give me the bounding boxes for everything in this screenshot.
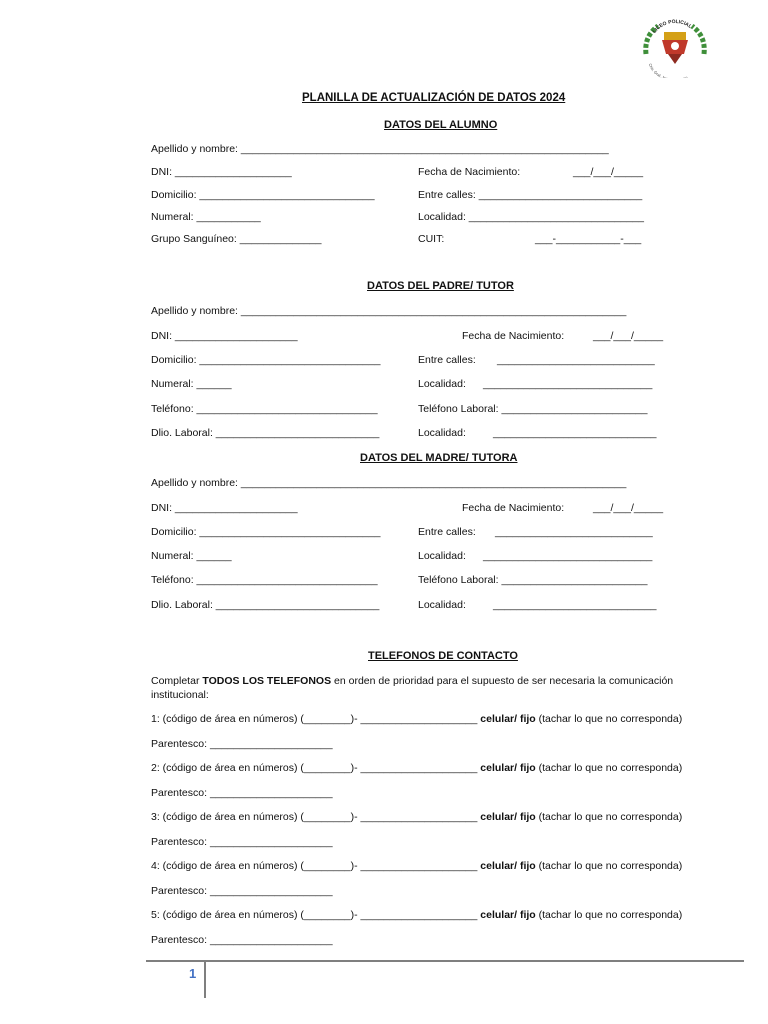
padre-fecha-label: Fecha de Nacimiento: <box>462 330 565 342</box>
padre-localidad2-field[interactable]: ____________________________ <box>493 427 657 439</box>
intro-text-post: en orden de prioridad para el supuesto de ser necesaria la comunicación institucional: <box>151 675 674 701</box>
page-number: 1 <box>189 966 197 981</box>
intro-text-pre: Completar <box>151 675 203 687</box>
padre-entre-calles-label: Entre calles: <box>418 354 476 366</box>
section-heading-alumno: DATOS DEL ALUMNO <box>384 119 498 131</box>
madre-dni-field[interactable]: DNI: _____________________ <box>151 502 298 514</box>
madre-entre-calles-label: Entre calles: <box>418 526 476 538</box>
liceo-policial-crest-icon <box>640 18 710 78</box>
madre-entre-calles-field[interactable]: ___________________________ <box>495 526 653 538</box>
alumno-cuit-field[interactable]: ___-___________-___ <box>535 233 642 245</box>
madre-fecha-label: Fecha de Nacimiento: <box>462 502 565 514</box>
section-heading-madre: DATOS DEL MADRE/ TUTORA <box>360 452 518 464</box>
logo-arc-top: LICEO POLICIAL <box>651 18 693 35</box>
alumno-fecha-label: Fecha de Nacimiento: <box>418 166 521 178</box>
document-title: PLANILLA DE ACTUALIZACIÓN DE DATOS 2024 <box>302 92 566 104</box>
madre-telefono-laboral-field[interactable]: Teléfono Laboral: _________________________ <box>418 574 648 586</box>
padre-apellido-field[interactable]: Apellido y nombre: __________________________________________________________________ <box>151 305 627 317</box>
alumno-fecha-field[interactable]: ___/___/_____ <box>573 166 644 178</box>
madre-domicilio-field[interactable]: Domicilio: _______________________________ <box>151 526 381 538</box>
padre-domicilio-field[interactable]: Domicilio: _______________________________ <box>151 354 381 366</box>
madre-numeral-field[interactable]: Numeral: ______ <box>151 550 232 562</box>
padre-numeral-field[interactable]: Numeral: ______ <box>151 378 232 390</box>
padre-dlio-laboral-field[interactable]: Dlio. Laboral: ____________________________ <box>151 427 380 439</box>
footer-vertical-divider <box>204 962 206 998</box>
contacto-2-parentesco-field[interactable]: Parentesco: _____________________ <box>151 787 333 799</box>
padre-localidad2-label: Localidad: <box>418 427 466 439</box>
alumno-numeral-field[interactable]: Numeral: ___________ <box>151 211 261 223</box>
padre-localidad-field[interactable]: _____________________________ <box>483 378 653 390</box>
padre-localidad-label: Localidad: <box>418 378 466 390</box>
footer-divider <box>146 960 744 962</box>
madre-dlio-laboral-field[interactable]: Dlio. Laboral: ____________________________ <box>151 599 380 611</box>
alumno-localidad-field[interactable]: Localidad: ______________________________ <box>418 211 644 223</box>
logo-arc-bottom: Crio. Gral. Jo o <box>647 62 689 78</box>
contactos-intro <box>151 675 721 702</box>
padre-telefono-laboral-field[interactable]: Teléfono Laboral: _________________________ <box>418 403 648 415</box>
alumno-entre-calles-field[interactable]: Entre calles: ____________________________ <box>418 189 643 201</box>
madre-localidad-field[interactable]: _____________________________ <box>483 550 653 562</box>
contacto-5-parentesco-field[interactable]: Parentesco: _____________________ <box>151 934 333 946</box>
contacto-2-line[interactable]: 2: (código de área en números) (________)- ____________________ celular/ fijo (tachar lo que no corresponda) <box>151 762 683 774</box>
madre-localidad2-field[interactable]: ____________________________ <box>493 599 657 611</box>
alumno-domicilio-field[interactable]: Domicilio: ______________________________ <box>151 189 375 201</box>
alumno-cuit-label: CUIT: <box>418 233 445 245</box>
contacto-3-line[interactable]: 3: (código de área en números) (________)- ____________________ celular/ fijo (tachar lo que no corresponda) <box>151 811 683 823</box>
contacto-3-parentesco-field[interactable]: Parentesco: _____________________ <box>151 836 333 848</box>
madre-localidad2-label: Localidad: <box>418 599 466 611</box>
alumno-grupo-sanguineo-field[interactable]: Grupo Sanguíneo: ______________ <box>151 233 322 245</box>
contacto-1-parentesco-field[interactable]: Parentesco: _____________________ <box>151 738 333 750</box>
section-heading-padre: DATOS DEL PADRE/ TUTOR <box>367 280 514 292</box>
madre-fecha-field[interactable]: ___/___/_____ <box>593 502 664 514</box>
alumno-apellido-field[interactable]: Apellido y nombre: _______________________________________________________________ <box>151 143 609 155</box>
intro-text-bold: TODOS LOS TELEFONOS <box>202 675 332 687</box>
padre-fecha-field[interactable]: ___/___/_____ <box>593 330 664 342</box>
madre-telefono-field[interactable]: Teléfono: _______________________________ <box>151 574 378 586</box>
madre-apellido-field[interactable]: Apellido y nombre: __________________________________________________________________ <box>151 477 627 489</box>
contacto-4-line[interactable]: 4: (código de área en números) (________)- ____________________ celular/ fijo (tachar lo que no corresponda) <box>151 860 683 872</box>
padre-telefono-field[interactable]: Teléfono: _______________________________ <box>151 403 378 415</box>
contacto-5-line[interactable]: 5: (código de área en números) (________)- ____________________ celular/ fijo (tachar lo que no corresponda) <box>151 909 683 921</box>
alumno-dni-field[interactable]: DNI: ____________________ <box>151 166 292 178</box>
padre-dni-field[interactable]: DNI: _____________________ <box>151 330 298 342</box>
padre-entre-calles-field[interactable]: ___________________________ <box>497 354 655 366</box>
contacto-4-parentesco-field[interactable]: Parentesco: _____________________ <box>151 885 333 897</box>
contacto-1-line[interactable]: 1: (código de área en números) (________)- ____________________ celular/ fijo (tachar lo que no corresponda) <box>151 713 683 725</box>
school-logo <box>640 18 710 78</box>
section-heading-contactos: TELEFONOS DE CONTACTO <box>368 650 518 662</box>
madre-localidad-label: Localidad: <box>418 550 466 562</box>
